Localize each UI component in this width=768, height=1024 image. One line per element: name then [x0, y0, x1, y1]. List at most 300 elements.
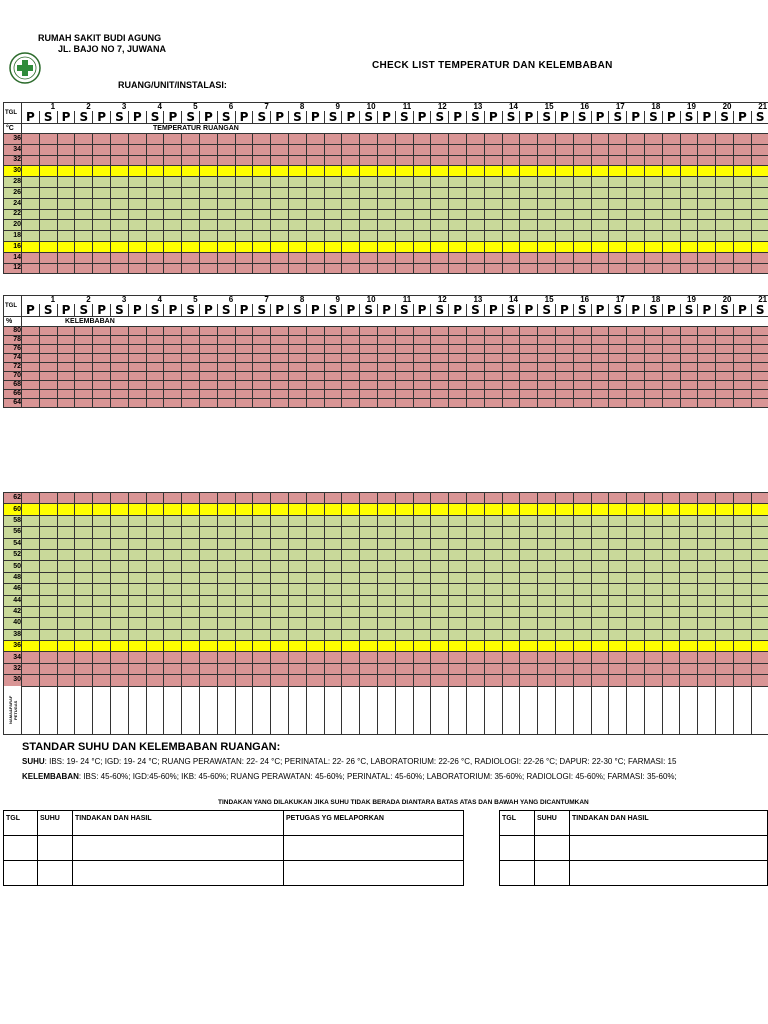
reading-cell[interactable] — [271, 675, 289, 686]
reading-cell[interactable] — [235, 354, 253, 363]
reading-cell[interactable] — [538, 231, 556, 242]
reading-cell[interactable] — [360, 663, 378, 674]
reading-cell[interactable] — [289, 155, 307, 166]
reading-cell[interactable] — [431, 618, 449, 629]
reading-cell[interactable] — [431, 354, 449, 363]
reading-cell[interactable] — [449, 652, 467, 663]
reading-cell[interactable] — [413, 493, 431, 504]
reading-cell[interactable] — [502, 220, 520, 231]
reading-cell[interactable] — [716, 572, 734, 583]
reading-cell[interactable] — [502, 399, 520, 408]
reading-cell[interactable] — [502, 198, 520, 209]
reading-cell[interactable] — [627, 345, 645, 354]
reading-cell[interactable] — [609, 390, 627, 399]
reading-cell[interactable] — [360, 390, 378, 399]
reading-cell[interactable] — [734, 252, 752, 263]
reading-cell[interactable] — [698, 675, 716, 686]
reading-cell[interactable] — [22, 399, 40, 408]
reading-cell[interactable] — [342, 572, 360, 583]
reading-cell[interactable] — [164, 641, 182, 652]
reading-cell[interactable] — [627, 263, 645, 274]
reading-cell[interactable] — [751, 618, 768, 629]
reading-cell[interactable] — [93, 241, 111, 252]
reading-cell[interactable] — [716, 549, 734, 560]
reading-cell[interactable] — [484, 354, 502, 363]
reading-cell[interactable] — [111, 381, 129, 390]
reading-cell[interactable] — [22, 549, 40, 560]
reading-cell[interactable] — [57, 241, 75, 252]
reading-cell[interactable] — [591, 663, 609, 674]
reading-cell[interactable] — [662, 345, 680, 354]
reading-cell[interactable] — [378, 134, 396, 145]
reading-cell[interactable] — [235, 606, 253, 617]
reading-cell[interactable] — [378, 241, 396, 252]
petugas-cell[interactable] — [538, 686, 556, 734]
reading-cell[interactable] — [217, 549, 235, 560]
reading-cell[interactable] — [217, 595, 235, 606]
reading-cell[interactable] — [200, 144, 218, 155]
reading-cell[interactable] — [128, 263, 146, 274]
reading-cell[interactable] — [555, 606, 573, 617]
reading-cell[interactable] — [395, 675, 413, 686]
reading-cell[interactable] — [39, 572, 57, 583]
reading-cell[interactable] — [502, 177, 520, 188]
reading-cell[interactable] — [591, 231, 609, 242]
reading-cell[interactable] — [609, 241, 627, 252]
reading-cell[interactable] — [716, 663, 734, 674]
reading-cell[interactable] — [324, 595, 342, 606]
reading-cell[interactable] — [449, 641, 467, 652]
reading-cell[interactable] — [306, 372, 324, 381]
reading-cell[interactable] — [342, 675, 360, 686]
reading-cell[interactable] — [378, 166, 396, 177]
reading-cell[interactable] — [217, 363, 235, 372]
reading-cell[interactable] — [591, 220, 609, 231]
reading-cell[interactable] — [146, 504, 164, 515]
reading-cell[interactable] — [449, 231, 467, 242]
reading-cell[interactable] — [377, 606, 395, 617]
reading-cell[interactable] — [556, 155, 574, 166]
reading-cell[interactable] — [698, 493, 716, 504]
reading-cell[interactable] — [395, 231, 413, 242]
reading-cell[interactable] — [680, 399, 698, 408]
reading-cell[interactable] — [57, 144, 75, 155]
reading-cell[interactable] — [520, 209, 538, 220]
reading-cell[interactable] — [57, 336, 75, 345]
reading-cell[interactable] — [734, 166, 752, 177]
reading-cell[interactable] — [467, 198, 485, 209]
reading-cell[interactable] — [93, 629, 111, 640]
reading-cell[interactable] — [395, 336, 413, 345]
reading-cell[interactable] — [217, 629, 235, 640]
reading-cell[interactable] — [306, 618, 324, 629]
reading-cell[interactable] — [698, 372, 716, 381]
reading-cell[interactable] — [413, 336, 431, 345]
reading-cell[interactable] — [164, 629, 182, 640]
reading-cell[interactable] — [520, 327, 538, 336]
reading-cell[interactable] — [716, 155, 734, 166]
reading-cell[interactable] — [449, 345, 467, 354]
reading-cell[interactable] — [306, 595, 324, 606]
reading-cell[interactable] — [716, 166, 734, 177]
reading-cell[interactable] — [644, 549, 662, 560]
reading-cell[interactable] — [395, 155, 413, 166]
reading-cell[interactable] — [556, 345, 574, 354]
reading-cell[interactable] — [271, 641, 289, 652]
reading-cell[interactable] — [520, 493, 538, 504]
reading-cell[interactable] — [111, 198, 129, 209]
reading-cell[interactable] — [22, 561, 40, 572]
reading-cell[interactable] — [431, 381, 449, 390]
reading-cell[interactable] — [235, 155, 253, 166]
reading-cell[interactable] — [377, 629, 395, 640]
reading-cell[interactable] — [662, 641, 680, 652]
reading-cell[interactable] — [751, 134, 768, 145]
reading-cell[interactable] — [431, 220, 449, 231]
reading-cell[interactable] — [662, 327, 680, 336]
reading-cell[interactable] — [591, 493, 609, 504]
reading-cell[interactable] — [39, 538, 57, 549]
reading-cell[interactable] — [484, 363, 502, 372]
reading-cell[interactable] — [449, 209, 467, 220]
reading-cell[interactable] — [110, 618, 128, 629]
petugas-cell[interactable] — [449, 686, 467, 734]
reading-cell[interactable] — [751, 595, 768, 606]
reading-cell[interactable] — [520, 629, 538, 640]
reading-cell[interactable] — [360, 252, 378, 263]
reading-cell[interactable] — [324, 504, 342, 515]
reading-cell[interactable] — [342, 252, 360, 263]
reading-cell[interactable] — [484, 629, 502, 640]
reading-cell[interactable] — [289, 372, 307, 381]
reading-cell[interactable] — [342, 166, 360, 177]
reading-cell[interactable] — [538, 595, 556, 606]
reading-cell[interactable] — [395, 354, 413, 363]
reading-cell[interactable] — [591, 390, 609, 399]
reading-cell[interactable] — [164, 363, 182, 372]
reading-cell[interactable] — [431, 155, 449, 166]
reading-cell[interactable] — [217, 220, 235, 231]
reading-cell[interactable] — [734, 177, 752, 188]
reading-cell[interactable] — [146, 166, 164, 177]
reading-cell[interactable] — [128, 399, 146, 408]
reading-cell[interactable] — [556, 198, 574, 209]
reading-cell[interactable] — [395, 584, 413, 595]
reading-cell[interactable] — [609, 220, 627, 231]
reading-cell[interactable] — [733, 663, 751, 674]
reading-cell[interactable] — [662, 504, 680, 515]
reading-cell[interactable] — [93, 363, 111, 372]
reading-cell[interactable] — [502, 363, 520, 372]
reading-cell[interactable] — [520, 252, 538, 263]
reading-cell[interactable] — [57, 584, 75, 595]
reading-cell[interactable] — [716, 538, 734, 549]
reading-cell[interactable] — [39, 629, 57, 640]
reading-cell[interactable] — [253, 155, 271, 166]
reading-cell[interactable] — [217, 263, 235, 274]
reading-cell[interactable] — [360, 584, 378, 595]
reading-cell[interactable] — [644, 629, 662, 640]
reading-cell[interactable] — [698, 144, 716, 155]
reading-cell[interactable] — [235, 134, 253, 145]
reading-cell[interactable] — [751, 663, 768, 674]
petugas-cell[interactable] — [182, 686, 200, 734]
reading-cell[interactable] — [288, 652, 306, 663]
reading-cell[interactable] — [128, 241, 146, 252]
reading-cell[interactable] — [22, 252, 40, 263]
reading-cell[interactable] — [146, 327, 164, 336]
reading-cell[interactable] — [556, 209, 574, 220]
reading-cell[interactable] — [39, 663, 57, 674]
reading-cell[interactable] — [502, 584, 520, 595]
reading-cell[interactable] — [591, 166, 609, 177]
reading-cell[interactable] — [199, 515, 217, 526]
reading-cell[interactable] — [484, 336, 502, 345]
reading-cell[interactable] — [609, 606, 627, 617]
reading-cell[interactable] — [698, 641, 716, 652]
reading-cell[interactable] — [627, 220, 645, 231]
reading-cell[interactable] — [538, 538, 556, 549]
reading-cell[interactable] — [698, 155, 716, 166]
reading-cell[interactable] — [324, 155, 342, 166]
reading-cell[interactable] — [110, 606, 128, 617]
reading-cell[interactable] — [662, 538, 680, 549]
reading-cell[interactable] — [57, 177, 75, 188]
reading-cell[interactable] — [627, 504, 645, 515]
reading-cell[interactable] — [644, 641, 662, 652]
reading-cell[interactable] — [182, 354, 200, 363]
reading-cell[interactable] — [627, 209, 645, 220]
reading-cell[interactable] — [235, 345, 253, 354]
reading-cell[interactable] — [538, 166, 556, 177]
reading-cell[interactable] — [182, 675, 200, 686]
reading-cell[interactable] — [164, 187, 182, 198]
reading-cell[interactable] — [93, 504, 111, 515]
reading-cell[interactable] — [342, 263, 360, 274]
reading-cell[interactable] — [662, 606, 680, 617]
reading-cell[interactable] — [128, 134, 146, 145]
reading-cell[interactable] — [39, 187, 57, 198]
reading-cell[interactable] — [449, 493, 467, 504]
reading-cell[interactable] — [235, 663, 253, 674]
reading-cell[interactable] — [751, 390, 768, 399]
reading-cell[interactable] — [111, 155, 129, 166]
reading-cell[interactable] — [591, 345, 609, 354]
reading-cell[interactable] — [662, 618, 680, 629]
petugas-cell[interactable] — [377, 686, 395, 734]
reading-cell[interactable] — [751, 675, 768, 686]
reading-cell[interactable] — [609, 527, 627, 538]
reading-cell[interactable] — [75, 538, 93, 549]
reading-cell[interactable] — [164, 399, 182, 408]
reading-cell[interactable] — [146, 363, 164, 372]
reading-cell[interactable] — [520, 584, 538, 595]
reading-cell[interactable] — [591, 372, 609, 381]
reading-cell[interactable] — [413, 372, 431, 381]
reading-cell[interactable] — [378, 399, 396, 408]
reading-cell[interactable] — [645, 336, 663, 345]
reading-cell[interactable] — [716, 595, 734, 606]
reading-cell[interactable] — [146, 345, 164, 354]
reading-cell[interactable] — [538, 652, 556, 663]
reading-cell[interactable] — [128, 166, 146, 177]
reading-cell[interactable] — [110, 595, 128, 606]
reading-cell[interactable] — [645, 177, 663, 188]
reading-cell[interactable] — [484, 561, 502, 572]
reading-cell[interactable] — [627, 198, 645, 209]
reading-cell[interactable] — [538, 241, 556, 252]
reading-cell[interactable] — [182, 572, 200, 583]
reading-cell[interactable] — [146, 584, 164, 595]
reading-cell[interactable] — [698, 629, 716, 640]
reading-cell[interactable] — [93, 663, 111, 674]
reading-cell[interactable] — [395, 493, 413, 504]
reading-cell[interactable] — [377, 493, 395, 504]
reading-cell[interactable] — [93, 652, 111, 663]
reading-cell[interactable] — [484, 618, 502, 629]
reading-cell[interactable] — [467, 177, 485, 188]
reading-cell[interactable] — [306, 652, 324, 663]
reading-cell[interactable] — [591, 363, 609, 372]
reading-cell[interactable] — [289, 390, 307, 399]
reading-cell[interactable] — [716, 336, 734, 345]
reading-cell[interactable] — [235, 166, 253, 177]
reading-cell[interactable] — [199, 549, 217, 560]
reading-cell[interactable] — [288, 572, 306, 583]
reading-cell[interactable] — [378, 231, 396, 242]
petugas-cell[interactable] — [110, 686, 128, 734]
reading-cell[interactable] — [200, 336, 218, 345]
reading-cell[interactable] — [22, 641, 40, 652]
reading-cell[interactable] — [75, 144, 93, 155]
reading-cell[interactable] — [627, 515, 645, 526]
reading-cell[interactable] — [199, 504, 217, 515]
reading-cell[interactable] — [93, 618, 111, 629]
reading-cell[interactable] — [484, 381, 502, 390]
reading-cell[interactable] — [75, 390, 93, 399]
reading-cell[interactable] — [484, 155, 502, 166]
petugas-cell[interactable] — [591, 686, 609, 734]
reading-cell[interactable] — [182, 241, 200, 252]
reading-cell[interactable] — [200, 134, 218, 145]
reading-cell[interactable] — [57, 390, 75, 399]
reading-cell[interactable] — [520, 515, 538, 526]
reading-cell[interactable] — [662, 155, 680, 166]
reading-cell[interactable] — [128, 504, 146, 515]
reading-cell[interactable] — [360, 198, 378, 209]
reading-cell[interactable] — [22, 187, 40, 198]
reading-cell[interactable] — [22, 231, 40, 242]
reading-cell[interactable] — [734, 363, 752, 372]
reading-cell[interactable] — [253, 345, 271, 354]
reading-cell[interactable] — [591, 584, 609, 595]
reading-cell[interactable] — [235, 641, 253, 652]
reading-cell[interactable] — [573, 675, 591, 686]
reading-cell[interactable] — [520, 363, 538, 372]
reading-cell[interactable] — [39, 252, 57, 263]
reading-cell[interactable] — [698, 572, 716, 583]
reading-cell[interactable] — [395, 177, 413, 188]
reading-cell[interactable] — [627, 177, 645, 188]
reading-cell[interactable] — [306, 327, 324, 336]
reading-cell[interactable] — [413, 527, 431, 538]
reading-cell[interactable] — [698, 399, 716, 408]
reading-cell[interactable] — [271, 155, 289, 166]
reading-cell[interactable] — [734, 345, 752, 354]
reading-cell[interactable] — [751, 187, 768, 198]
reading-cell[interactable] — [627, 231, 645, 242]
reading-cell[interactable] — [609, 372, 627, 381]
reading-cell[interactable] — [377, 595, 395, 606]
reading-cell[interactable] — [734, 134, 752, 145]
reading-cell[interactable] — [110, 572, 128, 583]
reading-cell[interactable] — [645, 263, 663, 274]
reading-cell[interactable] — [306, 663, 324, 674]
reading-cell[interactable] — [644, 561, 662, 572]
reading-cell[interactable] — [217, 144, 235, 155]
reading-cell[interactable] — [128, 584, 146, 595]
reading-cell[interactable] — [645, 144, 663, 155]
reading-cell[interactable] — [182, 584, 200, 595]
reading-cell[interactable] — [484, 572, 502, 583]
reading-cell[interactable] — [431, 515, 449, 526]
reading-cell[interactable] — [662, 493, 680, 504]
reading-cell[interactable] — [360, 538, 378, 549]
reading-cell[interactable] — [128, 363, 146, 372]
reading-cell[interactable] — [395, 381, 413, 390]
reading-cell[interactable] — [146, 134, 164, 145]
reading-cell[interactable] — [556, 144, 574, 155]
reading-cell[interactable] — [39, 177, 57, 188]
reading-cell[interactable] — [698, 354, 716, 363]
reading-cell[interactable] — [377, 538, 395, 549]
reading-cell[interactable] — [217, 618, 235, 629]
reading-cell[interactable] — [698, 618, 716, 629]
reading-cell[interactable] — [146, 252, 164, 263]
reading-cell[interactable] — [413, 144, 431, 155]
reading-cell[interactable] — [164, 538, 182, 549]
reading-cell[interactable] — [716, 675, 734, 686]
reading-cell[interactable] — [467, 263, 485, 274]
reading-cell[interactable] — [538, 572, 556, 583]
reading-cell[interactable] — [395, 549, 413, 560]
reading-cell[interactable] — [360, 209, 378, 220]
reading-cell[interactable] — [111, 209, 129, 220]
reading-cell[interactable] — [164, 584, 182, 595]
reading-cell[interactable] — [93, 549, 111, 560]
reading-cell[interactable] — [591, 252, 609, 263]
reading-cell[interactable] — [360, 134, 378, 145]
reading-cell[interactable] — [217, 252, 235, 263]
reading-cell[interactable] — [751, 641, 768, 652]
reading-cell[interactable] — [556, 327, 574, 336]
reading-cell[interactable] — [289, 327, 307, 336]
reading-cell[interactable] — [253, 606, 271, 617]
reading-cell[interactable] — [538, 399, 556, 408]
reading-cell[interactable] — [484, 399, 502, 408]
reading-cell[interactable] — [22, 241, 40, 252]
reading-cell[interactable] — [645, 209, 663, 220]
reading-cell[interactable] — [378, 327, 396, 336]
reading-cell[interactable] — [253, 166, 271, 177]
reading-cell[interactable] — [413, 345, 431, 354]
petugas-cell[interactable] — [39, 686, 57, 734]
reading-cell[interactable] — [644, 663, 662, 674]
reading-cell[interactable] — [182, 220, 200, 231]
reading-cell[interactable] — [449, 144, 467, 155]
reading-cell[interactable] — [217, 399, 235, 408]
reading-cell[interactable] — [680, 595, 698, 606]
